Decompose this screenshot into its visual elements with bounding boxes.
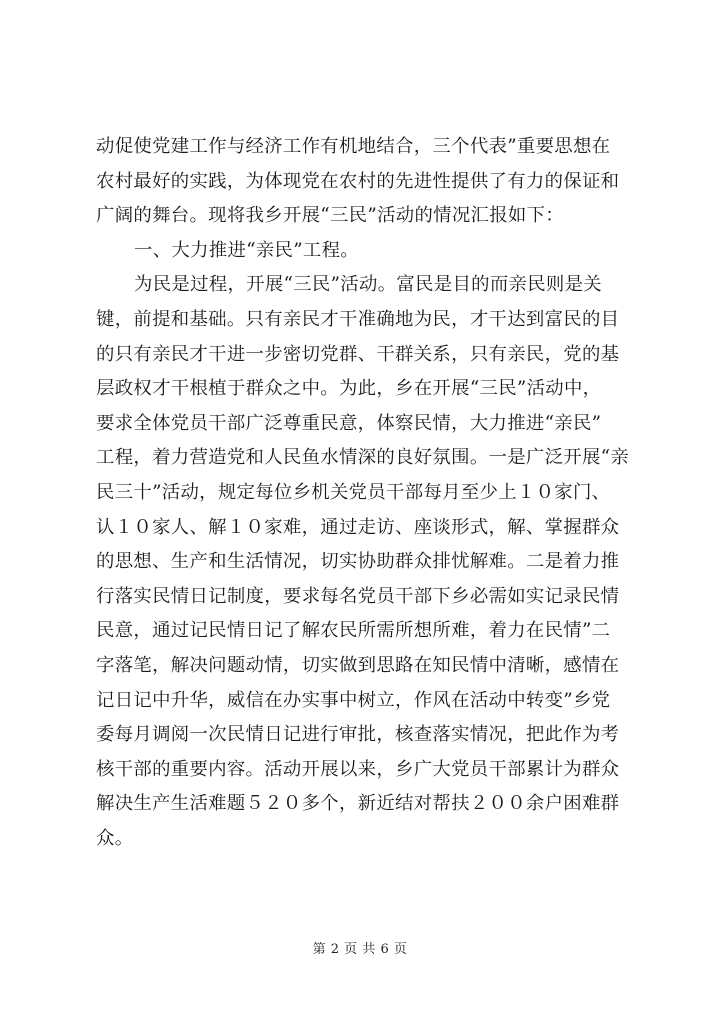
text-line: 农村最好的实践，为体现党在农村的先进性提供了有力的保证和 [96,170,620,192]
text-line: 要求全体党员干部广泛尊重民意，体察民情，大力推进“亲民” [96,412,602,434]
text-line: 字落笔，解决问题动情，切实做到思路在知民情中清晰，感情在 [96,654,620,676]
section-heading: 一、大力推进“亲民”工程。 [134,239,360,261]
paragraph-first-line: 为民是过程，开展“三民”活动。富民是目的而亲民则是关 [134,274,602,296]
text-line: 民三十”活动，规定每位乡机关党员干部每月至少上１０家门、 [96,481,611,503]
text-line: 键，前提和基础。只有亲民才干准确地为民，才干达到富民的目 [96,308,620,330]
text-line: 的思想、生产和生活情况，切实协助群众排忧解难。二是着力推 [96,551,620,573]
text-line: 委每月调阅一次民情日记进行审批，核查落实情况，把此作为考 [96,724,620,746]
text-line: 记日记中升华，威信在办实事中树立，作风在活动中转变”乡党 [96,689,611,711]
text-line: 广阔的舞台。现将我乡开展“三民”活动的情况汇报如下： [96,205,564,227]
text-line: 行落实民情日记制度，要求每名党员干部下乡必需如实记录民情 [96,585,620,607]
text-line: 动促使党建工作与经济工作有机地结合，三个代表”重要思想在 [96,136,611,157]
text-line: 认１０家人、解１０家难，通过走访、座谈形式，解、掌握群众 [96,516,620,538]
text-line: 民意，通过记民情日记了解农民所需所想所难，着力在民情”二 [96,620,611,642]
text-line: 众。 [96,827,134,849]
page-number-footer: 第 2 页 共 6 页 [312,942,408,957]
text-line: 的只有亲民才干进一步密切党群、干群关系，只有亲民，党的基 [96,343,620,365]
text-line: 核干部的重要内容。活动开展以来，乡广大党员干部累计为群众 [96,758,620,780]
text-line: 工程，着力营造党和人民鱼水情深的良好氛围。一是广泛开展“亲 [96,447,630,469]
text-line: 解决生产生活难题５２０多个，新近结对帮扶２００余户困难群 [96,793,620,815]
document-body [96,130,636,856]
text-line: 层政权才干根植于群众之中。为此，乡在开展“三民”活动中， [96,378,602,400]
